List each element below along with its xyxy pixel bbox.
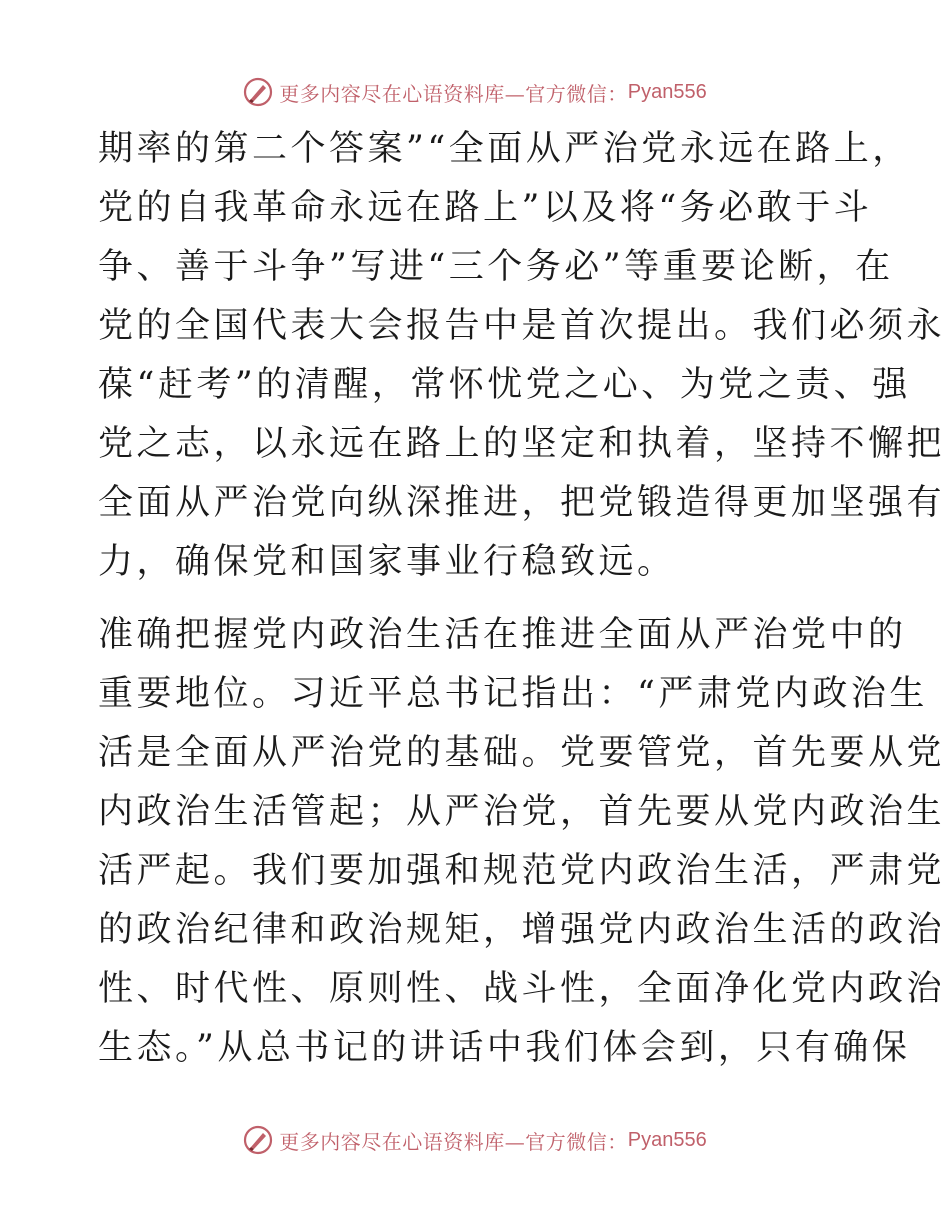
text-line: 力，确保党和国家事业行稳致远。 xyxy=(98,542,676,582)
text-line: 期率的第二个答案”“全面从严治党永远在路上， xyxy=(98,129,911,169)
text-line: 活严起。我们要加强和规范党内政治生活，严肃党 xyxy=(98,851,946,891)
text-line: 全面从严治党向纵深推进，把党锻造得更加坚强有 xyxy=(98,483,946,523)
header-watermark xyxy=(0,72,950,112)
footer-watermark-id: Pyan556 xyxy=(627,1128,707,1151)
paragraph-spacer xyxy=(98,592,858,606)
footer-watermark-text: 更多内容尽在心语资料库—官方微信： xyxy=(279,1129,628,1154)
header-watermark-id: Pyan556 xyxy=(627,80,707,103)
document-body xyxy=(98,120,946,1078)
text-line: 葆“赶考”的清醒，常怀忧党之心、为党之责、强 xyxy=(98,365,911,405)
text-line: 党的自我革命永远在路上”以及将“务必敢于斗 xyxy=(98,188,873,228)
text-line: 性、时代性、原则性、战斗性，全面净化党内政治 xyxy=(98,969,946,1009)
text-line: 党之志，以永远在路上的坚定和执着，坚持不懈把 xyxy=(98,424,946,464)
text-line: 党的全国代表大会报告中是首次提出。我们必须永 xyxy=(98,306,946,346)
text-line: 生态。”从总书记的讲话中我们体会到，只有确保 xyxy=(98,1028,911,1068)
text-line: 准确把握党内政治生活在推进全面从严治党中的 xyxy=(98,615,907,655)
paragraph-2 xyxy=(98,606,946,1078)
paragraph-1 xyxy=(98,120,946,592)
footer-watermark xyxy=(0,1120,950,1160)
text-line: 内政治生活管起；从严治党，首先要从党内政治生 xyxy=(98,792,946,832)
text-line: 活是全面从严治党的基础。党要管党，首先要从党 xyxy=(98,733,946,773)
pen-logo-icon xyxy=(243,1125,273,1155)
text-line: 重要地位。习近平总书记指出：“严肃党内政治生 xyxy=(98,674,928,714)
text-line: 争、善于斗争”写进“三个务必”等重要论断，在 xyxy=(98,247,894,287)
header-watermark-text: 更多内容尽在心语资料库—官方微信： xyxy=(279,81,628,106)
text-line: 的政治纪律和政治规矩，增强党内政治生活的政治 xyxy=(98,910,946,950)
pen-logo-icon xyxy=(243,77,273,107)
